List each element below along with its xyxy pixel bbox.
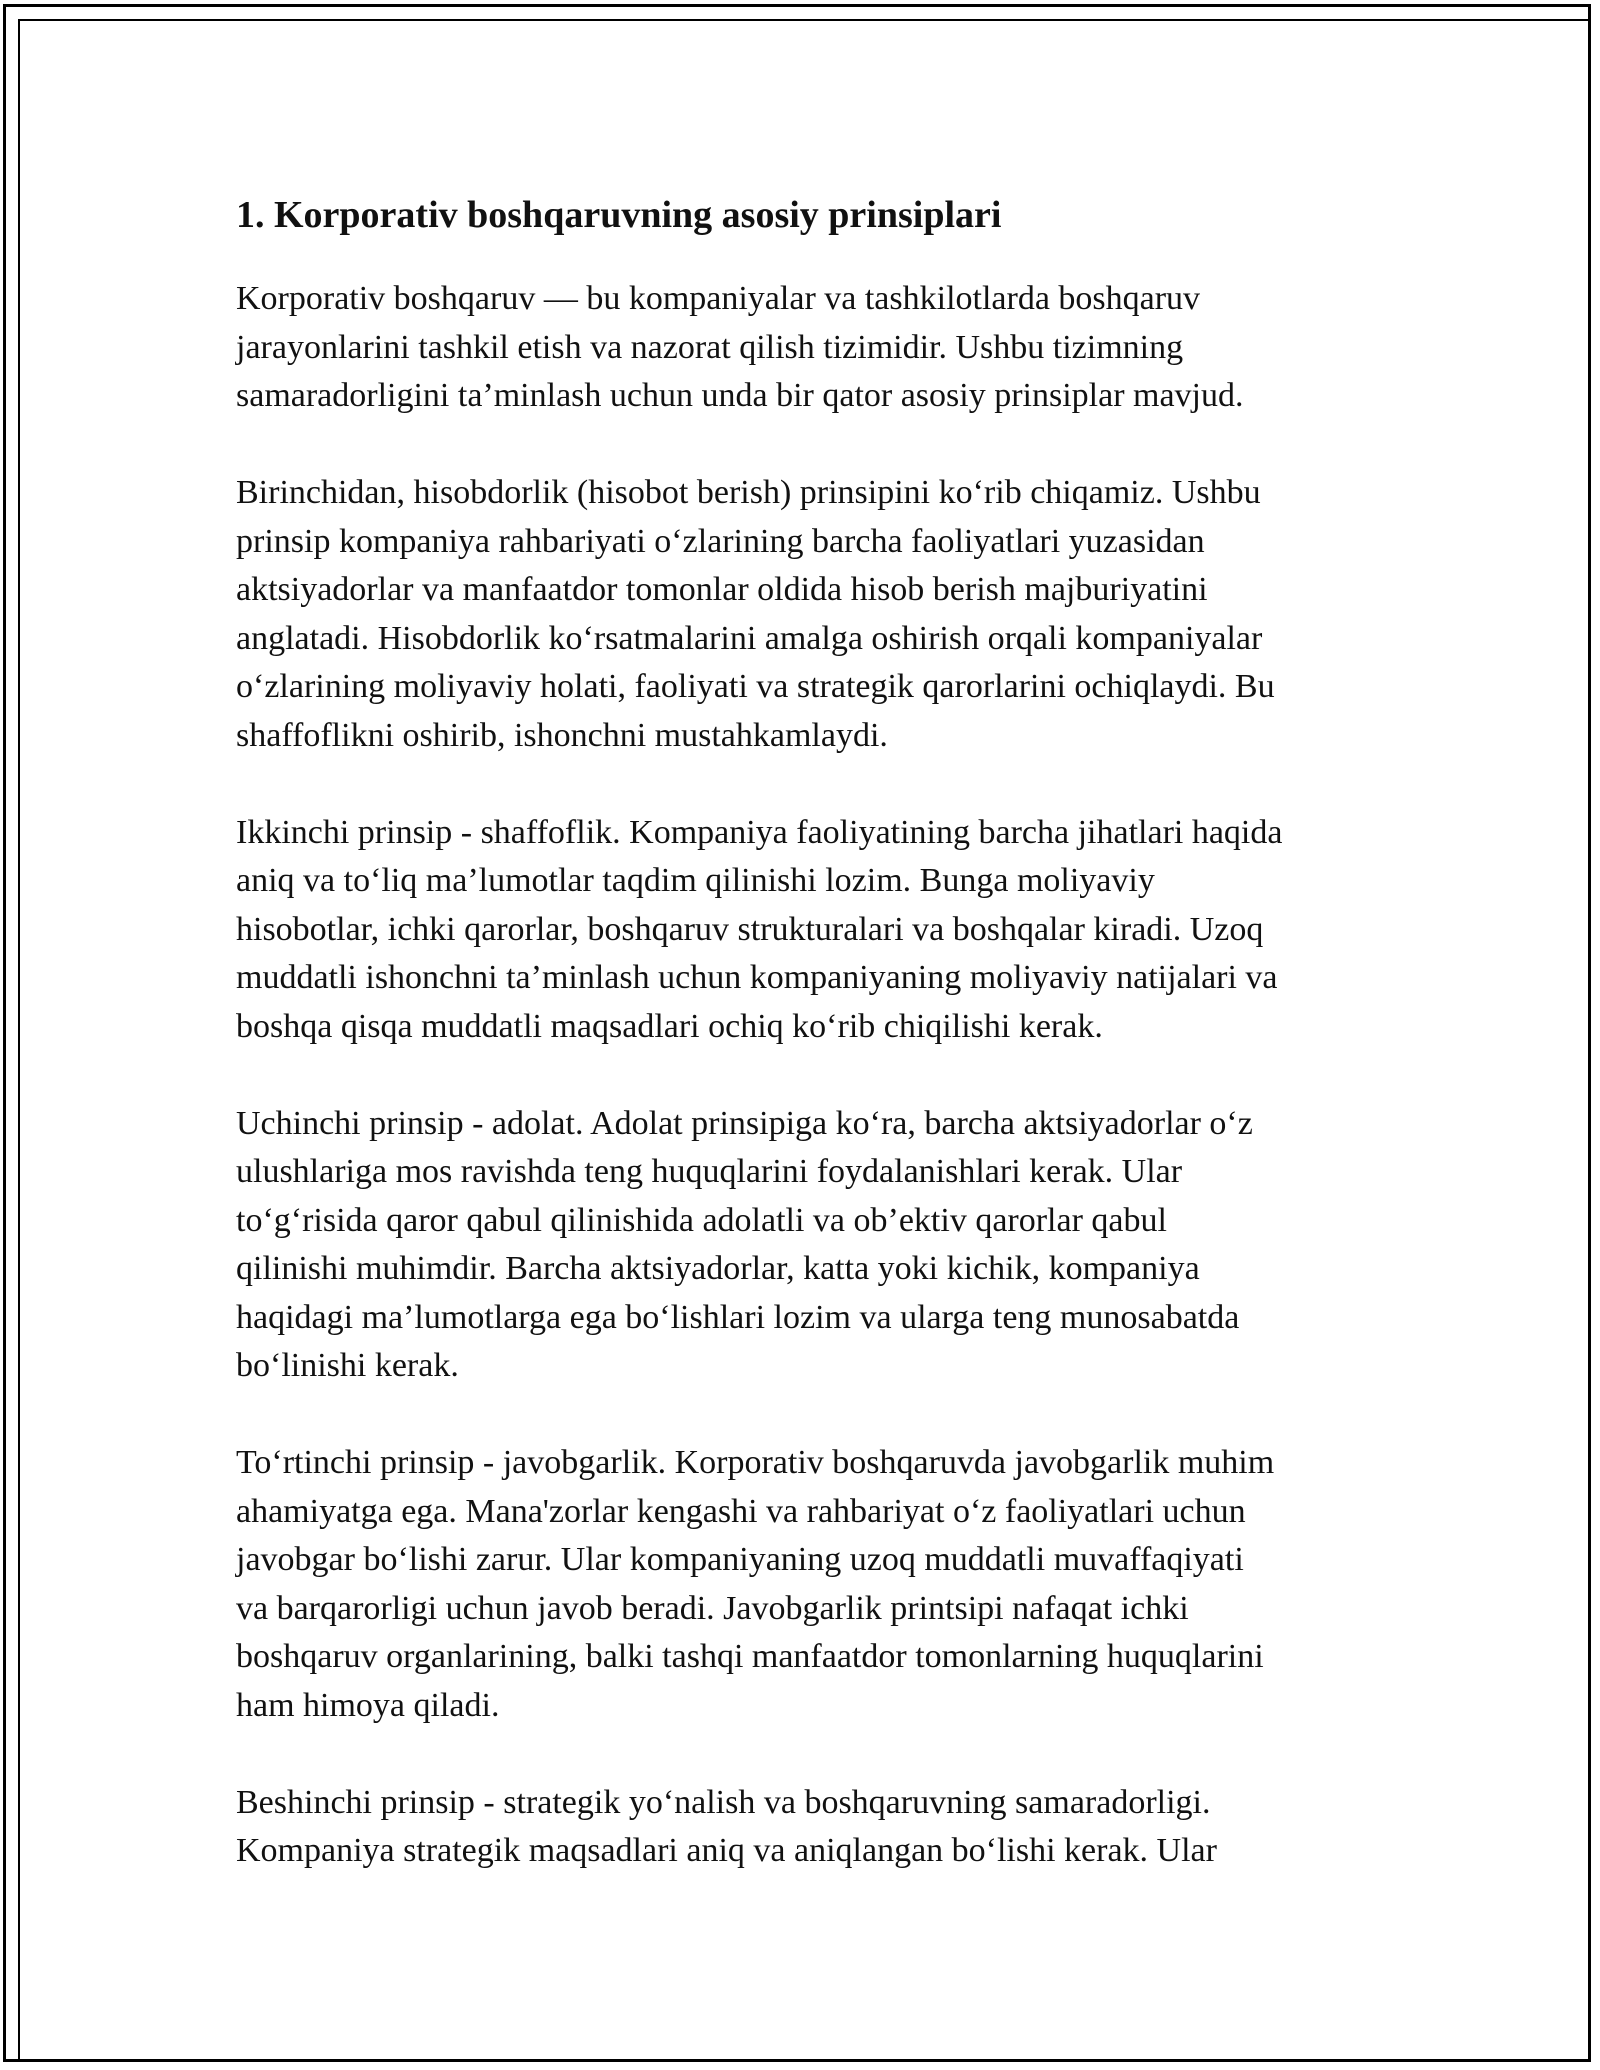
- paragraph-line: o‘zlarining moliyaviy holati, faoliyati va strategik qarorlarini ochiqlaydi. Bu: [236, 668, 1275, 705]
- paragraph-line: haqidagi ma’lumotlarga ega bo‘lishlari lozim va ularga teng munosabatda: [236, 1298, 1240, 1336]
- paragraph-line: Birinchidan, hisobdorlik (hisobot berish) prinsipini ko‘rib chiqamiz. Ushbu: [236, 474, 1261, 511]
- paragraph-line: va barqarorligi uchun javob beradi. Javobgarlik printsipi nafaqat ichki: [236, 1589, 1189, 1627]
- paragraph-line: ahamiyatga ega. Mana'zorlar kengashi va rahbariyat o‘z faoliyatlari uchun: [236, 1492, 1246, 1530]
- paragraph-accountability: [236, 469, 1386, 760]
- paragraph-line: To‘rtinchi prinsip - javobgarlik. Korporativ boshqaruvda javobgarlik muhim: [236, 1444, 1275, 1481]
- paragraph-line: samaradorligini ta’minlash uchun unda bir qator asosiy prinsiplar mavjud.: [236, 377, 1244, 414]
- paragraph-intro: [236, 275, 1386, 421]
- paragraph-line: ulushlariga mos ravishda teng huquqlarini foydalanishlari kerak. Ular: [236, 1153, 1183, 1190]
- paragraph-line: hisobotlar, ichki qarorlar, boshqaruv strukturalari va boshqalar kiradi. Uzoq: [236, 910, 1264, 948]
- paragraph-line: boshqaruv organlarining, balki tashqi manfaatdor tomonlarning huquqlarini: [236, 1638, 1264, 1675]
- paragraph-line: to‘g‘risida qaror qabul qilinishida adolatli va ob’ektiv qarorlar qabul: [236, 1201, 1167, 1239]
- paragraph-line: Uchinchi prinsip - adolat. Adolat prinsipiga ko‘ra, barcha aktsiyadorlar o‘z: [236, 1104, 1253, 1142]
- document-body: [236, 185, 1386, 1924]
- paragraph-line: ham himoya qiladi.: [236, 1686, 500, 1724]
- paragraph-line: Korporativ boshqaruv — bu kompaniyalar va tashkilotlarda boshqaruv: [236, 280, 1201, 317]
- paragraph-fairness: [236, 1100, 1386, 1391]
- paragraph-line: javobgar bo‘lishi zarur. Ular kompaniyaning uzoq muddatli muvaffaqiyati: [236, 1541, 1244, 1578]
- paragraph-line: aniq va to‘liq ma’lumotlar taqdim qilinishi lozim. Bunga moliyaviy: [236, 862, 1155, 899]
- paragraph-line: shaffoflikni oshirib, ishonchni mustahkamlaydi.: [236, 716, 888, 754]
- paragraph-line: muddatli ishonchni ta’minlash uchun kompaniyaning moliyaviy natijalari va: [236, 959, 1278, 996]
- paragraph-line: Ikkinchi prinsip - shaffoflik. Kompaniya faoliyatining barcha jihatlari haqida: [236, 813, 1283, 851]
- paragraph-line: anglatadi. Hisobdorlik ko‘rsatmalarini amalga oshirish orqali kompaniyalar: [236, 619, 1263, 657]
- paragraph-responsibility: [236, 1439, 1386, 1730]
- paragraph-line: Kompaniya strategik maqsadlari aniq va aniqlangan bo‘lishi kerak. Ular: [236, 1832, 1217, 1869]
- paragraph-transparency: [236, 809, 1386, 1052]
- paragraph-line: jarayonlarini tashkil etish va nazorat qilish tizimidir. Ushbu tizimning: [236, 328, 1184, 366]
- paragraph-line: qilinishi muhimdir. Barcha aktsiyadorlar, katta yoki kichik, kompaniya: [236, 1250, 1200, 1287]
- paragraph-line: aktsiyadorlar va manfaatdor tomonlar oldida hisob berish majburiyatini: [236, 571, 1208, 608]
- paragraph-line: prinsip kompaniya rahbariyati o‘zlarining barcha faoliyatlari yuzasidan: [236, 522, 1205, 560]
- paragraph-strategic-direction: [236, 1779, 1386, 1876]
- paragraph-line: Beshinchi prinsip - strategik yo‘nalish va boshqaruvning samaradorligi.: [236, 1783, 1211, 1821]
- document-heading: 1. Korporativ boshqaruvning asosiy prinsiplari: [236, 194, 1002, 236]
- paragraph-line: bo‘linishi kerak.: [236, 1347, 459, 1384]
- paragraph-line: boshqa qisqa muddatli maqsadlari ochiq ko‘rib chiqilishi kerak.: [236, 1007, 1103, 1045]
